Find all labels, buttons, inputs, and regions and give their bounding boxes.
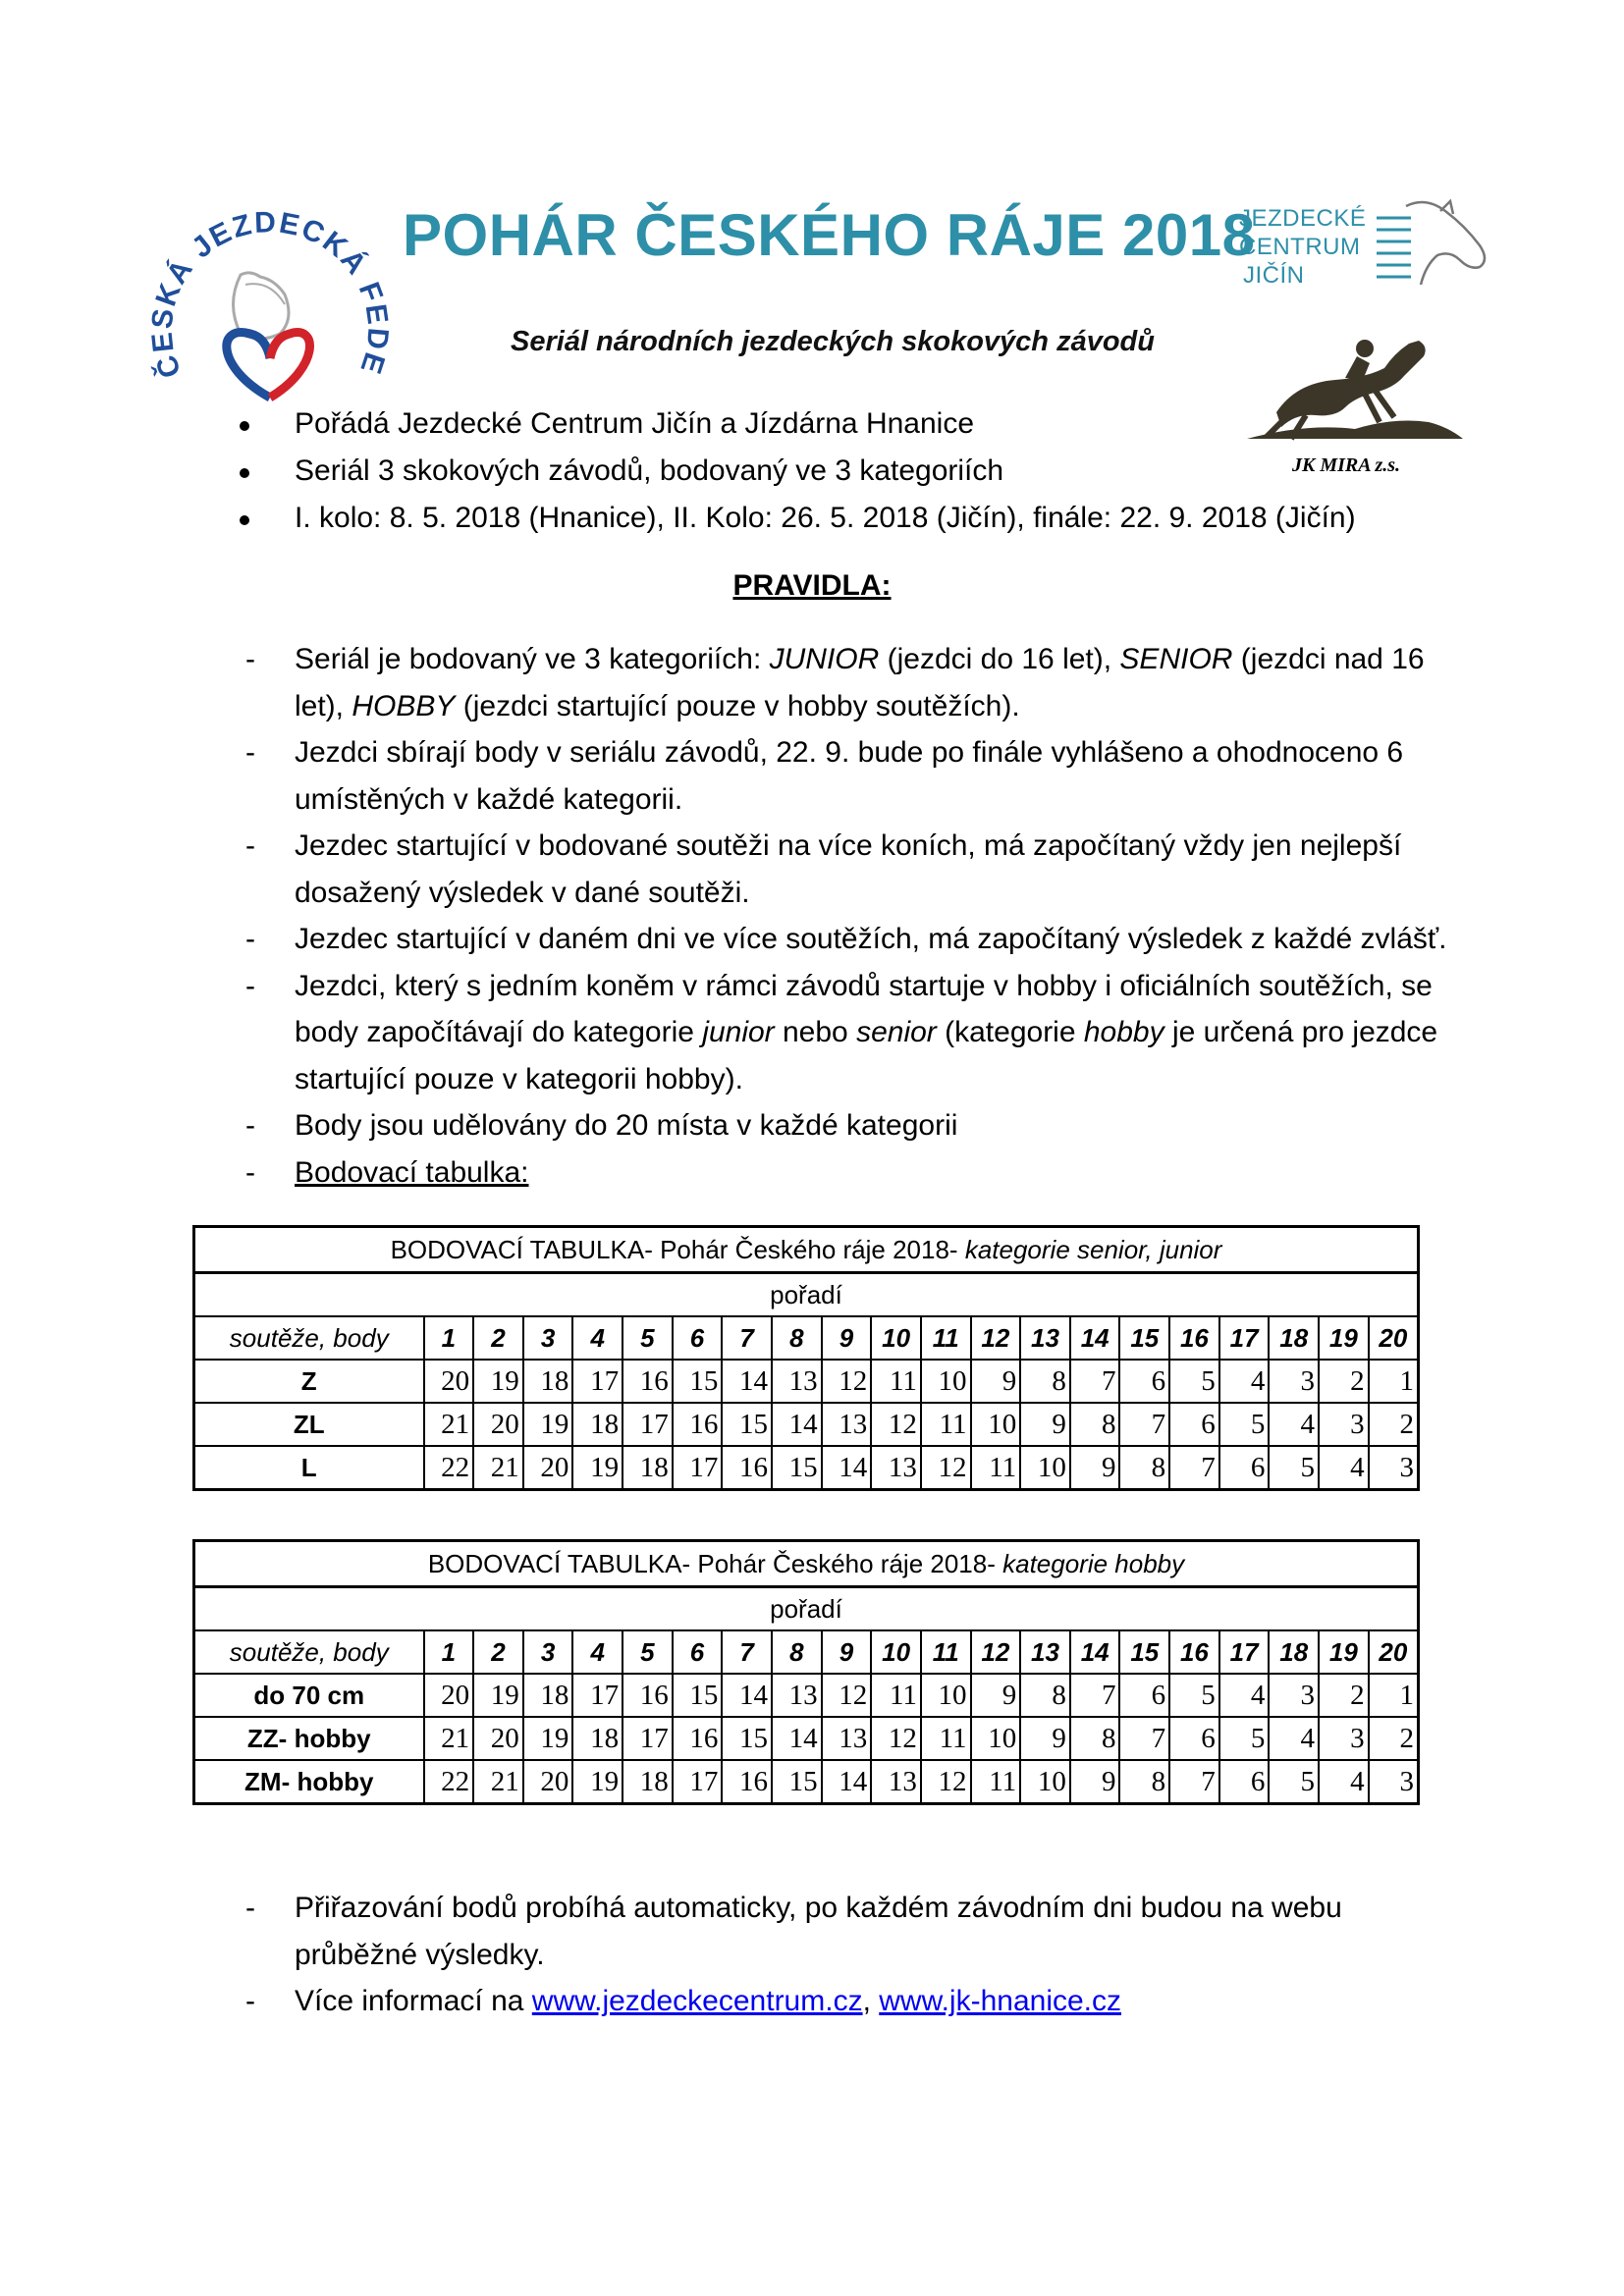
- link-jezdeckecentrum[interactable]: www.jezdeckecentrum.cz: [531, 1985, 863, 2017]
- table-cell: 15: [722, 1717, 772, 1760]
- table-cell: 12: [921, 1760, 971, 1804]
- table-cell: 13: [822, 1403, 872, 1446]
- table-caption: [194, 1541, 1419, 1587]
- table-cell: 19: [473, 1360, 523, 1403]
- table-cell: 17: [572, 1674, 623, 1717]
- table-place: 18: [1269, 1316, 1319, 1360]
- table-row: [194, 1717, 1419, 1760]
- table-cell: 7: [1169, 1760, 1219, 1804]
- rule-item: - Jezdci, který s jedním koněm v rámci závodů startuje v hobby i oficiálních soutěžích, se body započítávají do kategorie junior nebo senior (kategorie hobby je určená pro jezdce startující pouze v kategorii hobby).: [245, 969, 1438, 1095]
- table-cell: 6: [1219, 1760, 1270, 1804]
- table-cell: 14: [822, 1760, 872, 1804]
- table-cell: 3: [1269, 1360, 1319, 1403]
- cjf-logo: [147, 187, 393, 432]
- table-cell: 6: [1169, 1403, 1219, 1446]
- table-place: 5: [623, 1316, 673, 1360]
- bullet-icon: [240, 421, 249, 431]
- table-place: 5: [623, 1630, 673, 1674]
- table-cell: 20: [424, 1360, 474, 1403]
- table-cell: 9: [1020, 1403, 1070, 1446]
- table-row-label: do 70 cm: [194, 1674, 424, 1717]
- table-cell: 21: [424, 1717, 474, 1760]
- rule-item: - Bodovací tabulka:: [245, 1155, 529, 1189]
- table-row-label: ZL: [194, 1403, 424, 1446]
- table-place: 7: [722, 1316, 772, 1360]
- table-place: 8: [772, 1630, 822, 1674]
- table-cell: 18: [523, 1674, 573, 1717]
- table-cell: 3: [1319, 1403, 1369, 1446]
- table-cell: 17: [572, 1360, 623, 1403]
- cjf-logo-text: ČESKÁ JEZDECKÁ FEDE: [147, 206, 393, 383]
- table-poradi-row: [194, 1273, 1419, 1317]
- jcj-line-3: JIČÍN: [1243, 262, 1305, 289]
- table-row: [194, 1446, 1419, 1490]
- table-cell: 4: [1219, 1360, 1270, 1403]
- table-cell: 15: [722, 1403, 772, 1446]
- table-cell: 21: [473, 1760, 523, 1804]
- table-cell: 13: [871, 1760, 921, 1804]
- table-caption-category: kategorie hobby: [1002, 1548, 1185, 1578]
- table-cell: 11: [921, 1403, 971, 1446]
- table-place: 4: [572, 1630, 623, 1674]
- table-place: 13: [1020, 1630, 1070, 1674]
- horse-head-icon: [1367, 196, 1504, 304]
- bullet-item: I. kolo: 8. 5. 2018 (Hnanice), II. Kolo: 26. 5. 2018 (Jičín), finále: 22. 9. 2018 (Jičín): [245, 495, 1424, 542]
- table-cell: 1: [1369, 1360, 1419, 1403]
- table-cell: 2: [1369, 1717, 1419, 1760]
- table-cell: 17: [673, 1760, 723, 1804]
- table-cell: 18: [572, 1717, 623, 1760]
- table-row: [194, 1403, 1419, 1446]
- table-cell: 6: [1119, 1674, 1169, 1717]
- table-cell: 18: [523, 1360, 573, 1403]
- rule-item: - Jezdci sbírají body v seriálu závodů, 22. 9. bude po finále vyhlášeno a ohodnoceno 6 umístěných v každé kategorii.: [245, 736, 1404, 816]
- table-cell: 16: [722, 1446, 772, 1490]
- table-cell: 7: [1119, 1717, 1169, 1760]
- table-cell: 11: [871, 1360, 921, 1403]
- table-cell: 19: [473, 1674, 523, 1717]
- table-cell: 4: [1269, 1717, 1319, 1760]
- table-row-label: ZZ- hobby: [194, 1717, 424, 1760]
- table-cell: 2: [1369, 1403, 1419, 1446]
- table-cell: 5: [1219, 1403, 1270, 1446]
- table-cell: 18: [572, 1403, 623, 1446]
- table-cell: 9: [971, 1360, 1021, 1403]
- table-caption-category: kategorie senior, junior: [964, 1234, 1222, 1264]
- table-cell: 16: [673, 1717, 723, 1760]
- table-cell: 14: [772, 1717, 822, 1760]
- link-jk-hnanice[interactable]: www.jk-hnanice.cz: [879, 1985, 1122, 2017]
- table-cell: 20: [473, 1717, 523, 1760]
- table-place: 14: [1070, 1316, 1120, 1360]
- table-cell: 8: [1070, 1403, 1120, 1446]
- table-cell: 18: [623, 1760, 673, 1804]
- table-cell: 10: [971, 1403, 1021, 1446]
- table-cell: 14: [722, 1360, 772, 1403]
- footer-item: - Více informací na www.jezdeckecentrum.cz, www.jk-hnanice.cz: [245, 1985, 1122, 2017]
- table-place: 15: [1119, 1630, 1169, 1674]
- table-row-label: L: [194, 1446, 424, 1490]
- table-place: 16: [1169, 1316, 1219, 1360]
- table-cell: 4: [1319, 1760, 1369, 1804]
- table-cell: 4: [1269, 1403, 1319, 1446]
- table-cell: 18: [623, 1446, 673, 1490]
- table-place: 20: [1369, 1316, 1419, 1360]
- table-cell: 20: [424, 1674, 474, 1717]
- table-cell: 3: [1319, 1717, 1369, 1760]
- table-cell: 5: [1169, 1360, 1219, 1403]
- table-poradi: pořadí: [194, 1273, 1419, 1317]
- rules-heading: PRAVIDLA:: [732, 569, 892, 602]
- table-cell: 9: [1070, 1760, 1120, 1804]
- table-cell: 9: [1070, 1446, 1120, 1490]
- scoring-table-hobby: [192, 1539, 1420, 1805]
- table-place: 17: [1219, 1316, 1270, 1360]
- table-cell: 15: [772, 1760, 822, 1804]
- table-row-label: Z: [194, 1360, 424, 1403]
- table-cell: 5: [1219, 1717, 1270, 1760]
- table-cell: 21: [473, 1446, 523, 1490]
- table-cell: 13: [822, 1717, 872, 1760]
- table-cell: 1: [1369, 1674, 1419, 1717]
- table-header-label: soutěže, body: [194, 1316, 424, 1360]
- table-cell: 10: [1020, 1760, 1070, 1804]
- table-cell: 11: [971, 1760, 1021, 1804]
- table-cell: 7: [1070, 1674, 1120, 1717]
- table-place: 4: [572, 1316, 623, 1360]
- table-cell: 12: [871, 1403, 921, 1446]
- table-cell: 5: [1269, 1446, 1319, 1490]
- table-place: 18: [1269, 1630, 1319, 1674]
- table-cell: 14: [722, 1674, 772, 1717]
- table-cell: 8: [1020, 1674, 1070, 1717]
- subtitle: Seriál národních jezdeckých skokových závodů: [511, 326, 1155, 357]
- table-cell: 8: [1119, 1760, 1169, 1804]
- table-cell: 15: [772, 1446, 822, 1490]
- table-cell: 13: [871, 1446, 921, 1490]
- table-caption-text: BODOVACÍ TABULKA- Pohár Českého ráje 2018-: [427, 1548, 1003, 1578]
- page-title: POHÁR ČESKÉHO RÁJE 2018: [403, 202, 1256, 268]
- table-place: 17: [1219, 1630, 1270, 1674]
- table-cell: 11: [921, 1717, 971, 1760]
- table-cell: 17: [623, 1717, 673, 1760]
- table-place: 11: [921, 1316, 971, 1360]
- table-place: 6: [673, 1316, 723, 1360]
- table-place: 20: [1369, 1630, 1419, 1674]
- table-cell: 12: [822, 1674, 872, 1717]
- table-cell: 7: [1169, 1446, 1219, 1490]
- rule-item: - Seriál je bodovaný ve 3 kategoriích: JUNIOR (jezdci do 16 let), SENIOR (jezdci nad 16 let), HOBBY (jezdci startující pouze v hobby soutěžích).: [245, 643, 1425, 722]
- table-cell: 6: [1169, 1717, 1219, 1760]
- table-cell: 14: [822, 1446, 872, 1490]
- footer-item: - Přiřazování bodů probíhá automaticky, po každém závodním dni budou na webu průběžné výsledky.: [245, 1892, 1342, 1971]
- scoring-table-senior-junior: [192, 1225, 1420, 1491]
- table-cell: 19: [572, 1446, 623, 1490]
- table-header-label: soutěže, body: [194, 1630, 424, 1674]
- table-cell: 16: [623, 1674, 673, 1717]
- table-cell: 8: [1119, 1446, 1169, 1490]
- table-cell: 22: [424, 1446, 474, 1490]
- table-poradi-row: [194, 1587, 1419, 1631]
- table-place: 10: [871, 1316, 921, 1360]
- table-cell: 12: [921, 1446, 971, 1490]
- table-cell: 13: [772, 1360, 822, 1403]
- rule-item: - Jezdec startující v bodované soutěži na více koních, má započítaný vždy jen nejlepší dosažený výsledek v dané soutěži.: [245, 829, 1402, 909]
- table-cell: 22: [424, 1760, 474, 1804]
- table-caption-text: BODOVACÍ TABULKA- Pohár Českého ráje 2018-: [390, 1234, 965, 1264]
- table-cell: 12: [822, 1360, 872, 1403]
- table-cell: 4: [1319, 1446, 1369, 1490]
- jezdecke-centrum-logo: [1239, 196, 1504, 304]
- table-cell: 20: [523, 1446, 573, 1490]
- table-cell: 3: [1269, 1674, 1319, 1717]
- table-cell: 17: [673, 1446, 723, 1490]
- table-place: 14: [1070, 1630, 1120, 1674]
- table-cell: 3: [1369, 1446, 1419, 1490]
- table-place: 1: [424, 1630, 474, 1674]
- table-place: 3: [523, 1630, 573, 1674]
- table-cell: 6: [1219, 1446, 1270, 1490]
- table-place: 12: [971, 1630, 1021, 1674]
- table-place: 9: [822, 1316, 872, 1360]
- table-cell: 19: [523, 1403, 573, 1446]
- table-cell: 11: [971, 1446, 1021, 1490]
- rules-list: [245, 636, 1453, 1196]
- table-cell: 20: [473, 1403, 523, 1446]
- table-cell: 2: [1319, 1674, 1369, 1717]
- table-row: [194, 1760, 1419, 1804]
- table-cell: 15: [673, 1674, 723, 1717]
- table-place: 19: [1319, 1630, 1369, 1674]
- table-cell: 19: [572, 1760, 623, 1804]
- table-place: 2: [473, 1316, 523, 1360]
- footer-list: [245, 1885, 1453, 2025]
- table-cell: 21: [424, 1403, 474, 1446]
- jcj-line-2: CENTRUM: [1239, 234, 1361, 260]
- rule-item: - Body jsou udělovány do 20 místa v každé kategorii: [245, 1109, 958, 1142]
- table-cell: 10: [1020, 1446, 1070, 1490]
- table-cell: 8: [1020, 1360, 1070, 1403]
- table-place: 2: [473, 1630, 523, 1674]
- table-place: 6: [673, 1630, 723, 1674]
- table-caption-row: [194, 1227, 1419, 1273]
- table-place: 8: [772, 1316, 822, 1360]
- table-row-label: ZM- hobby: [194, 1760, 424, 1804]
- table-cell: 11: [871, 1674, 921, 1717]
- table-place: 19: [1319, 1316, 1369, 1360]
- table-cell: 10: [971, 1717, 1021, 1760]
- table-header-row: [194, 1316, 1419, 1360]
- table-cell: 6: [1119, 1360, 1169, 1403]
- table-place: 3: [523, 1316, 573, 1360]
- table-cell: 2: [1319, 1360, 1369, 1403]
- table-header-row: [194, 1630, 1419, 1674]
- table-cell: 8: [1070, 1717, 1120, 1760]
- jcj-line-1: JEZDECKÉ: [1239, 205, 1367, 232]
- jk-mira-text: JK MIRA z.s.: [1292, 454, 1401, 476]
- table-place: 1: [424, 1316, 474, 1360]
- table-cell: 19: [523, 1717, 573, 1760]
- table-place: 9: [822, 1630, 872, 1674]
- table-cell: 13: [772, 1674, 822, 1717]
- table-cell: 5: [1269, 1760, 1319, 1804]
- bullet-item: Seriál 3 skokových závodů, bodovaný ve 3 kategoriích: [245, 448, 1424, 495]
- table-cell: 3: [1369, 1760, 1419, 1804]
- table-cell: 17: [623, 1403, 673, 1446]
- table-place: 10: [871, 1630, 921, 1674]
- bullet-icon: [240, 515, 249, 525]
- bullet-icon: [240, 468, 249, 478]
- table-place: 13: [1020, 1316, 1070, 1360]
- table-cell: 16: [623, 1360, 673, 1403]
- table-place: 16: [1169, 1630, 1219, 1674]
- table-cell: 9: [1020, 1717, 1070, 1760]
- table-cell: 15: [673, 1360, 723, 1403]
- table-cell: 7: [1070, 1360, 1120, 1403]
- table-cell: 9: [971, 1674, 1021, 1717]
- table-cell: 16: [673, 1403, 723, 1446]
- table-place: 12: [971, 1316, 1021, 1360]
- table-row: [194, 1360, 1419, 1403]
- table-caption: [194, 1227, 1419, 1273]
- table-cell: 5: [1169, 1674, 1219, 1717]
- rule-item: - Jezdec startující v daném dni ve více soutěžích, má započítaný výsledek z každé zvlášť.: [245, 923, 1447, 955]
- table-cell: 10: [921, 1674, 971, 1717]
- table-row: [194, 1674, 1419, 1717]
- table-cell: 7: [1119, 1403, 1169, 1446]
- table-cell: 16: [722, 1760, 772, 1804]
- table-place: 11: [921, 1630, 971, 1674]
- table-cell: 12: [871, 1717, 921, 1760]
- table-caption-row: [194, 1541, 1419, 1587]
- bullet-item: Pořádá Jezdecké Centrum Jičín a Jízdárna Hnanice: [245, 400, 1424, 448]
- table-cell: 10: [921, 1360, 971, 1403]
- table-cell: 14: [772, 1403, 822, 1446]
- table-place: 15: [1119, 1316, 1169, 1360]
- table-poradi: pořadí: [194, 1587, 1419, 1631]
- table-cell: 20: [523, 1760, 573, 1804]
- table-cell: 4: [1219, 1674, 1270, 1717]
- info-bullets: [245, 400, 1424, 542]
- table-place: 7: [722, 1630, 772, 1674]
